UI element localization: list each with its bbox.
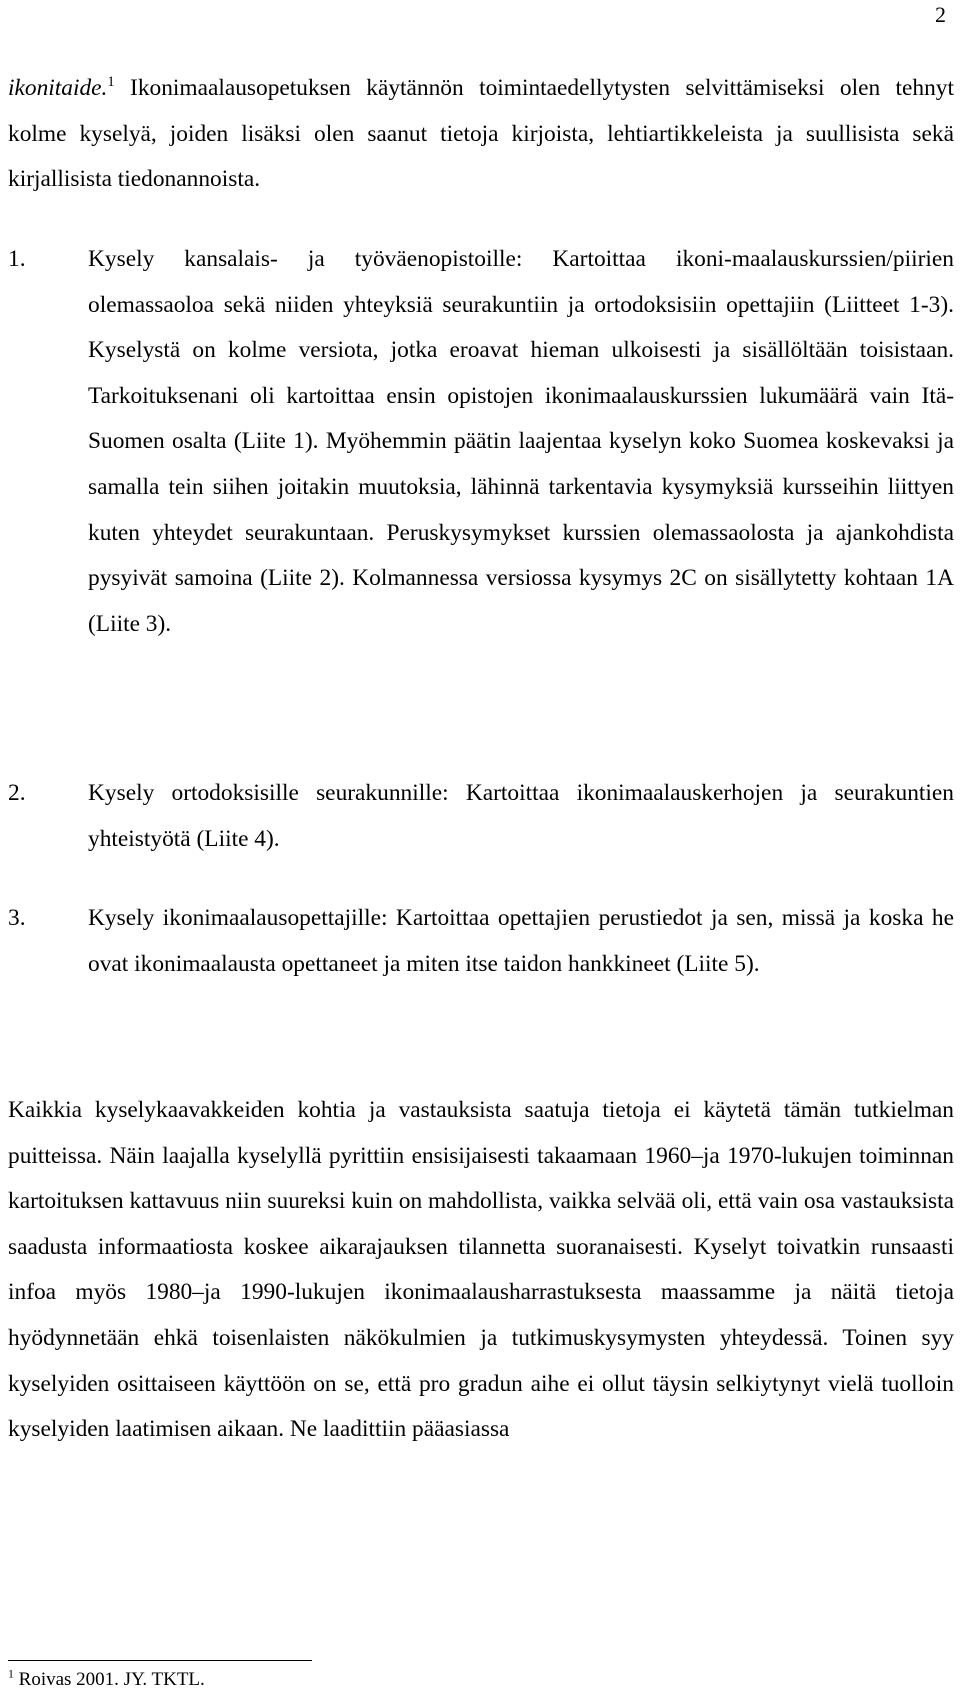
list-item-number: 1. (8, 246, 26, 272)
list-item (8, 237, 954, 647)
list-item (8, 896, 954, 987)
footnote-divider (8, 1660, 312, 1661)
footnote (8, 1669, 205, 1691)
footnote-reference: 1 (107, 74, 115, 91)
list-item-number: 2. (8, 780, 26, 806)
list-item-number: 3. (8, 905, 26, 931)
intro-paragraph (8, 66, 954, 203)
intro-text: Ikonimaalausopetuksen käytännön toimintaedellytysten selvittämiseksi olen tehnyt kolme kyselyä, joiden lisäksi olen saanut tietoja kirjoista, lehtiartikkeleista ja suullisista sekä kirjallisista tiedonannoista. (8, 75, 954, 193)
list-item-text: Kysely ortodoksisille seurakunnille: Kartoittaa ikonimaalauskerhojen ja seurakuntien yhteistyötä (Liite 4). (88, 780, 954, 852)
footnote-text: Roivas 2001. JY. TKTL. (18, 1669, 205, 1690)
list-item-text: Kysely kansalais- ja työväenopistoille: Kartoittaa ikoni-maalauskurssien/piirien olemassaoloa sekä niiden yhteyksiä seurakuntiin ja ortodoksisiin opettajiin (Liitteet 1-3). Kyselystä on kolme versiota, jotka eroavat hieman ulkoisesti ja sisällöltään toisistaan. Tarkoituksenani oli kartoittaa ensin opistojen ikonimaalauskurssien lukumäärä vain Itä-Suomen osalta (Liite 1). Myöhemmin päätin laajentaa kyselyn koko Suomea koskevaksi ja samalla tein siihen joitakin muutoksia, lähinnä tarkentavia kysymyksiä kursseihin liittyen kuten yhteydet seurakuntaan. Peruskysymykset kurssien olemassaolosta ja ajankohdista pysyivät samoina (Liite 2). Kolmannessa versiossa kysymys 2C on sisällytetty kohtaan 1A (Liite 3). (88, 246, 954, 637)
footnote-number: 1 (8, 1667, 14, 1681)
page-number: 2 (935, 2, 946, 27)
closing-paragraph: Kaikkia kyselykaavakkeiden kohtia ja vastauksista saatuja tietoja ei käytetä tämän tutkielman puitteissa. Näin laajalla kyselyllä pyrittiin ensisijaisesti takaamaan 1960–ja 1970-lukujen toiminnan kartoituksen kattavuus niin suureksi kuin on mahdollista, vaikka selvää oli, että vain osa vastauksista saadusta informaatiosta koskee aikarajauksen tilannetta suoranaisesti. Kyselyt toivatkin runsaasti infoa myös 1980–ja 1990-lukujen ikonimaalausharrastuksesta maassamme ja näitä tietoja hyödynnetään ehkä toisenlaisten näkökulmien ja tutkimuskysymysten yhteydessä. Toinen syy kyselyiden osittaiseen käyttöön on se, että pro gradun aihe ei ollut täysin selkiytynyt vielä tuolloin kyselyiden laatimisen aikaan. Ne laadittiin pääasiassa (8, 1097, 954, 1443)
list-item-text: Kysely ikonimaalausopettajille: Kartoittaa opettajien perustiedot ja sen, missä ja koska he ovat ikonimaalausta opettaneet ja miten itse taidon hankkineet (Liite 5). (88, 905, 954, 977)
intro-italic-term: ikonitaide. (8, 75, 108, 101)
list-item (8, 771, 954, 862)
